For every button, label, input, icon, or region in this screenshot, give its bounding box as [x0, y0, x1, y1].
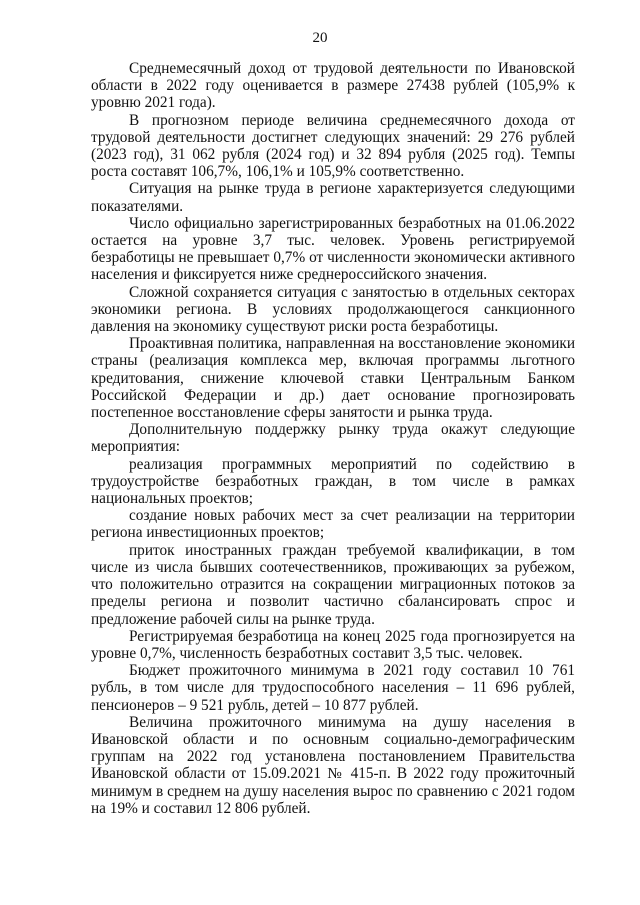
paragraph-income-forecast: В прогнозном периоде величина среднемесячного дохода от трудовой деятельности достигнет следующих значений: 29 276 рублей (2023 год), 31 062 рубля (2024 год) и 32 894 рубля (2025 год). Темпы роста составят 106,7%, 106,1% и 105,9% соответственно.: [91, 111, 575, 181]
paragraph-support-measures-intro: Дополнительную поддержку рынку труда окажут следующие мероприятия:: [91, 421, 575, 456]
paragraph-subsistence-minimum: Величина прожиточного минимума на душу населения в Ивановской области и по основным социально-демографическим группам на 2022 год установлена постановлением Правительства Ивановской области от 15.09.2021 № 415-п. В 2022 году прожиточный минимум в среднем на душу населения вырос по сравнению с 2021 годом на 19% и составил 12 806 рублей.: [91, 713, 575, 817]
paragraph-subsistence-budget: Бюджет прожиточного минимума в 2021 году составил 10 761 рубль, в том числе для трудоспособного населения – 11 696 рублей, пенсионеров – 9 521 рубль, детей – 10 877 рублей.: [91, 662, 575, 714]
paragraph-measure-new-jobs: создание новых рабочих мест за счет реализации на территории региона инвестиционных проектов;: [91, 507, 575, 542]
paragraph-labor-market-intro: Ситуация на рынке труда в регионе характеризуется следующими показателями.: [91, 180, 575, 215]
paragraph-proactive-policy: Проактивная политика, направленная на восстановление экономики страны (реализация комплекса мер, включая программы льготного кредитования, снижение ключевой ставки Центральным Банком Российской Федерации и др.) дает основание прогнозировать постепенное восстановление сферы занятости и рынка труда.: [91, 335, 575, 422]
paragraph-measure-migration: приток иностранных граждан требуемой квалификации, в том числе из числа бывших соотечественников, проживающих за рубежом, что положительно отразится на сокращении миграционных потоков за пределы региона и позволит частично сбалансировать спрос и предложение рабочей силы на рынке труда.: [91, 541, 575, 628]
document-body: [91, 60, 575, 817]
paragraph-unemployment-forecast: Регистрируемая безработица на конец 2025 года прогнозируется на уровне 0,7%, численность безработных составит 3,5 тыс. человек.: [91, 627, 575, 662]
paragraph-income-2022: Среднемесячный доход от трудовой деятельности по Ивановской области в 2022 году оценивается в размере 27438 рублей (105,9% к уровню 2021 года).: [91, 60, 575, 112]
paragraph-sector-employment: Сложной сохраняется ситуация с занятостью в отдельных секторах экономики региона. В условиях продолжающегося санкционного давления на экономику существуют риски роста безработицы.: [91, 283, 575, 336]
paragraph-measure-programs: реализация программных мероприятий по содействию в трудоустройстве безработных граждан, в том числе в рамках национальных проектов;: [91, 455, 575, 508]
page-number: 20: [312, 30, 328, 46]
paragraph-unemployed-count: Число официально зарегистрированных безработных на 01.06.2022 остается на уровне 3,7 тыс. человек. Уровень регистрируемой безработицы не превышает 0,7% от численности экономически активного населения и фиксируется ниже среднероссийского значения.: [91, 214, 575, 284]
